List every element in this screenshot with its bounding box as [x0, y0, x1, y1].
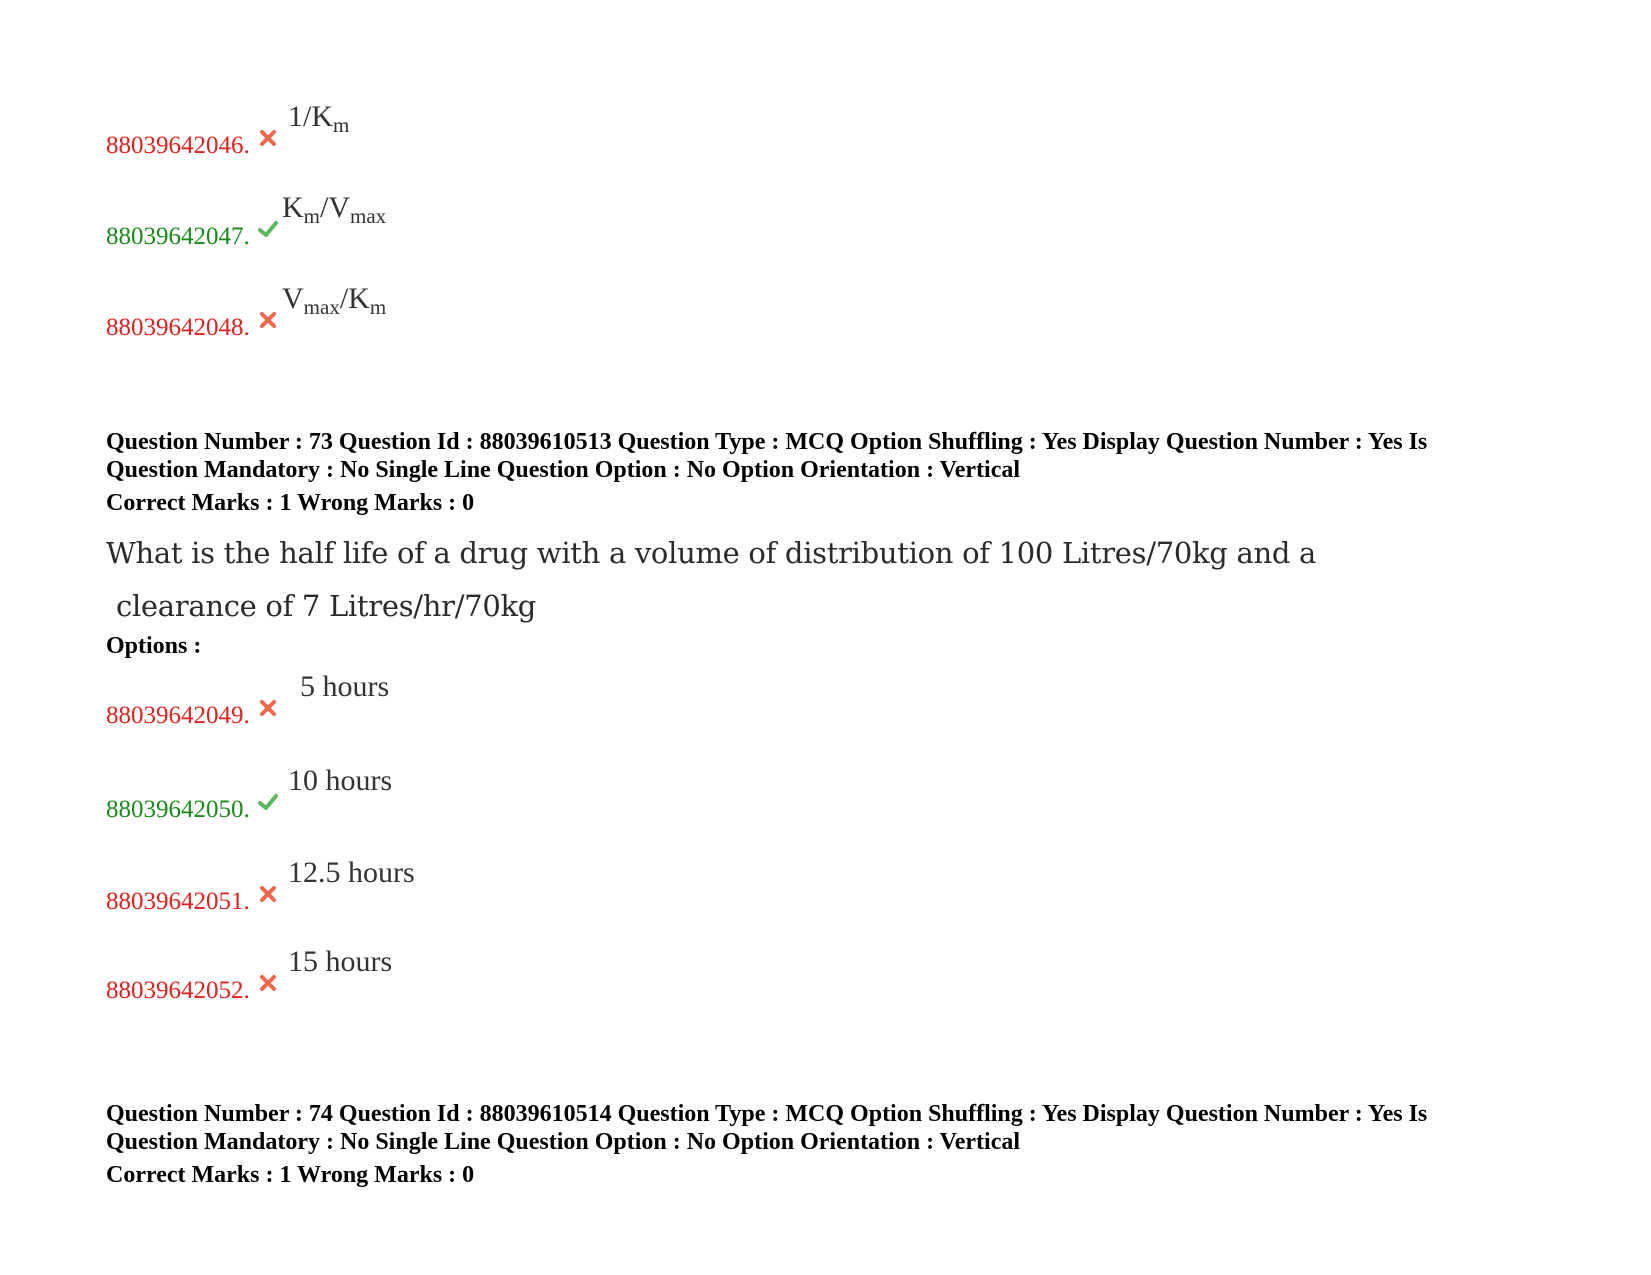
question-marks: Correct Marks : 1 Wrong Marks : 0 — [106, 490, 475, 516]
question-meta-line: Question Number : 74 Question Id : 88039610514 Question Type : MCQ Option Shuffling : Yes Display Question Number : Yes Is — [106, 1101, 1428, 1127]
option-value: $V_{max}/K_m$ — [282, 282, 387, 319]
option-id: 88039642048. — [106, 314, 250, 341]
option-id: 88039642051. — [106, 888, 250, 915]
question-meta — [106, 428, 1526, 484]
option-value: $1/K_m$ — [288, 100, 350, 137]
option-id: 88039642052. — [106, 977, 250, 1004]
cross-mark-icon — [258, 310, 278, 330]
question-meta-line: Question Number : 73 Question Id : 88039610513 Question Type : MCQ Option Shuffling : Yes Display Question Number : Yes Is — [106, 429, 1428, 455]
question-meta-line: Question Mandatory : No Single Line Question Option : No Option Orientation : Vertical — [106, 1129, 1021, 1155]
check-mark-icon — [258, 792, 278, 812]
option-value: 10 hours — [288, 764, 393, 797]
option-value: $K_m/V_{max}$ — [282, 191, 387, 228]
question-text-line: clearance of 7 Litres/hr/70kg — [116, 589, 537, 623]
check-mark-icon — [258, 219, 278, 239]
option-value: 5 hours — [300, 670, 390, 703]
cross-mark-icon — [258, 128, 278, 148]
options-label: Options : — [106, 633, 202, 659]
option-id: 88039642049. — [106, 702, 250, 729]
option-value: 15 hours — [288, 945, 393, 978]
option-id: 88039642047. — [106, 223, 250, 250]
option-id: 88039642046. — [106, 132, 250, 159]
cross-mark-icon — [258, 884, 278, 904]
question-meta-line: Question Mandatory : No Single Line Question Option : No Option Orientation : Vertical — [106, 457, 1021, 483]
question-marks: Correct Marks : 1 Wrong Marks : 0 — [106, 1162, 475, 1188]
option-value: 12.5 hours — [288, 856, 415, 889]
question-meta — [106, 1100, 1526, 1156]
cross-mark-icon — [258, 698, 278, 718]
cross-mark-icon — [258, 973, 278, 993]
option-id: 88039642050. — [106, 796, 250, 823]
question-text-line: What is the half life of a drug with a volume of distribution of 100 Litres/70kg and a — [106, 536, 1317, 570]
